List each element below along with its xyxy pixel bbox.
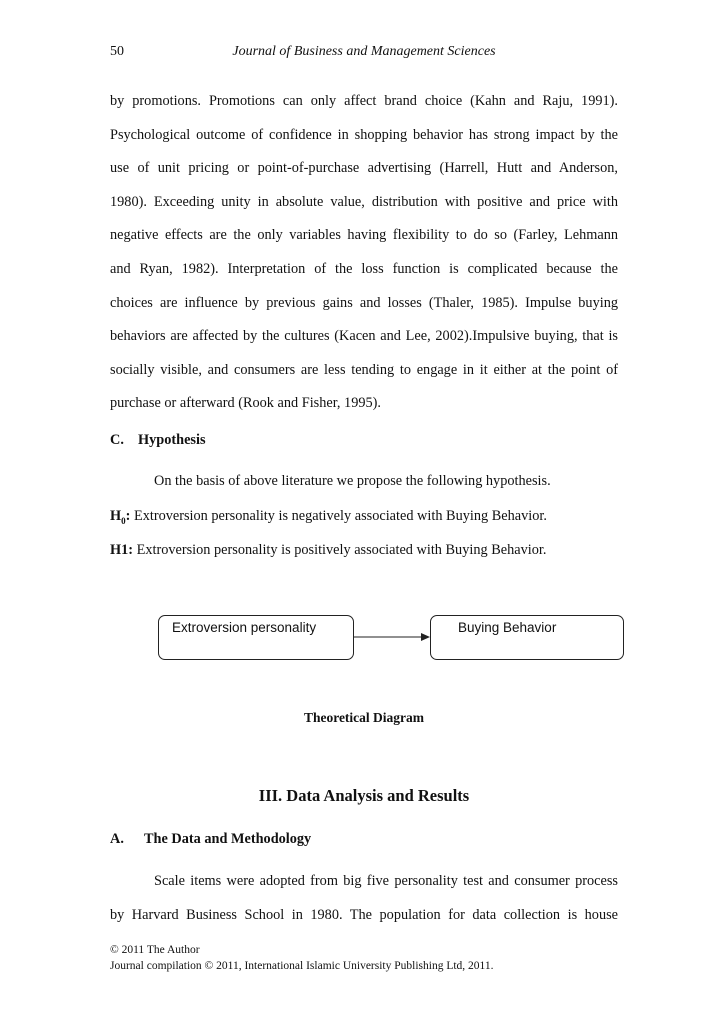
footer-copyright: © 2011 The Author <box>110 944 200 956</box>
text-line: purchase or afterward (Rook and Fisher, 1995). <box>110 395 381 412</box>
journal-title: Journal of Business and Management Sciences <box>232 44 496 59</box>
buying-behavior-label: Buying Behavior <box>458 620 557 635</box>
text-line: Scale items were adopted from big five personality test and consumer process <box>154 873 618 889</box>
text-line: 1980). Exceeding unity in absolute value, distribution with positive and price with <box>110 193 618 210</box>
text-line: by promotions. Promotions can only affect brand choice (Kahn and Raju, 1991). <box>110 93 618 109</box>
text-line: by Harvard Business School in 1980. The population for data collection is house <box>110 906 618 923</box>
page-number: 50 <box>110 44 124 59</box>
subsection-label: A. <box>110 831 124 847</box>
arrow-head-icon <box>421 633 430 641</box>
text-line: use of unit pricing or point-of-purchase advertising (Harrell, Hutt and Anderson, <box>110 160 618 177</box>
h1-label: H1: <box>110 542 134 558</box>
section-label: C. <box>110 432 124 448</box>
subsection-heading <box>110 831 311 848</box>
body-paragraph-2 <box>110 865 618 932</box>
extroversion-label: Extroversion personality <box>172 620 317 635</box>
hypothesis-intro: On the basis of above literature we propose the following hypothesis. <box>154 473 551 489</box>
buying-behavior-box <box>430 615 624 660</box>
body-paragraph-1 <box>110 85 618 421</box>
diagram-caption: Theoretical Diagram <box>303 710 425 725</box>
h1-text: Extroversion personality is positively associated with Buying Behavior. <box>133 542 547 558</box>
text-line: Psychological outcome of confidence in shopping behavior has strong impact by the <box>110 126 618 143</box>
subsection-title: The Data and Methodology <box>144 831 312 847</box>
text-line: choices are influence by previous gains and losses (Thaler, 1985). Impulse buying <box>110 294 618 311</box>
h0-label: $H_0$: <box>110 508 131 526</box>
h0-text: Extroversion personality is negatively associated with Buying Behavior. <box>130 508 547 524</box>
text-line: negative effects are the only variables having flexibility to do so (Farley, Lehmann <box>110 227 618 244</box>
hypothesis-h1 <box>110 542 546 559</box>
hypothesis-heading <box>110 432 206 449</box>
section-heading: III. Data Analysis and Results <box>258 786 470 805</box>
arrow-connector <box>354 628 432 642</box>
footer-compilation: Journal compilation © 2011, International Islamic University Publishing Ltd, 2011. <box>110 960 494 972</box>
text-line: and Ryan, 1982). Interpretation of the loss function is complicated because the <box>110 260 618 277</box>
hypothesis-h0 <box>110 508 547 526</box>
text-line: socially visible, and consumers are less tending to engage in it either at the point of <box>110 361 618 378</box>
section-title: Hypothesis <box>138 432 206 448</box>
extroversion-box <box>158 615 354 660</box>
text-line: behaviors are affected by the cultures (Kacen and Lee, 2002).Impulsive buying, that is <box>110 328 618 345</box>
